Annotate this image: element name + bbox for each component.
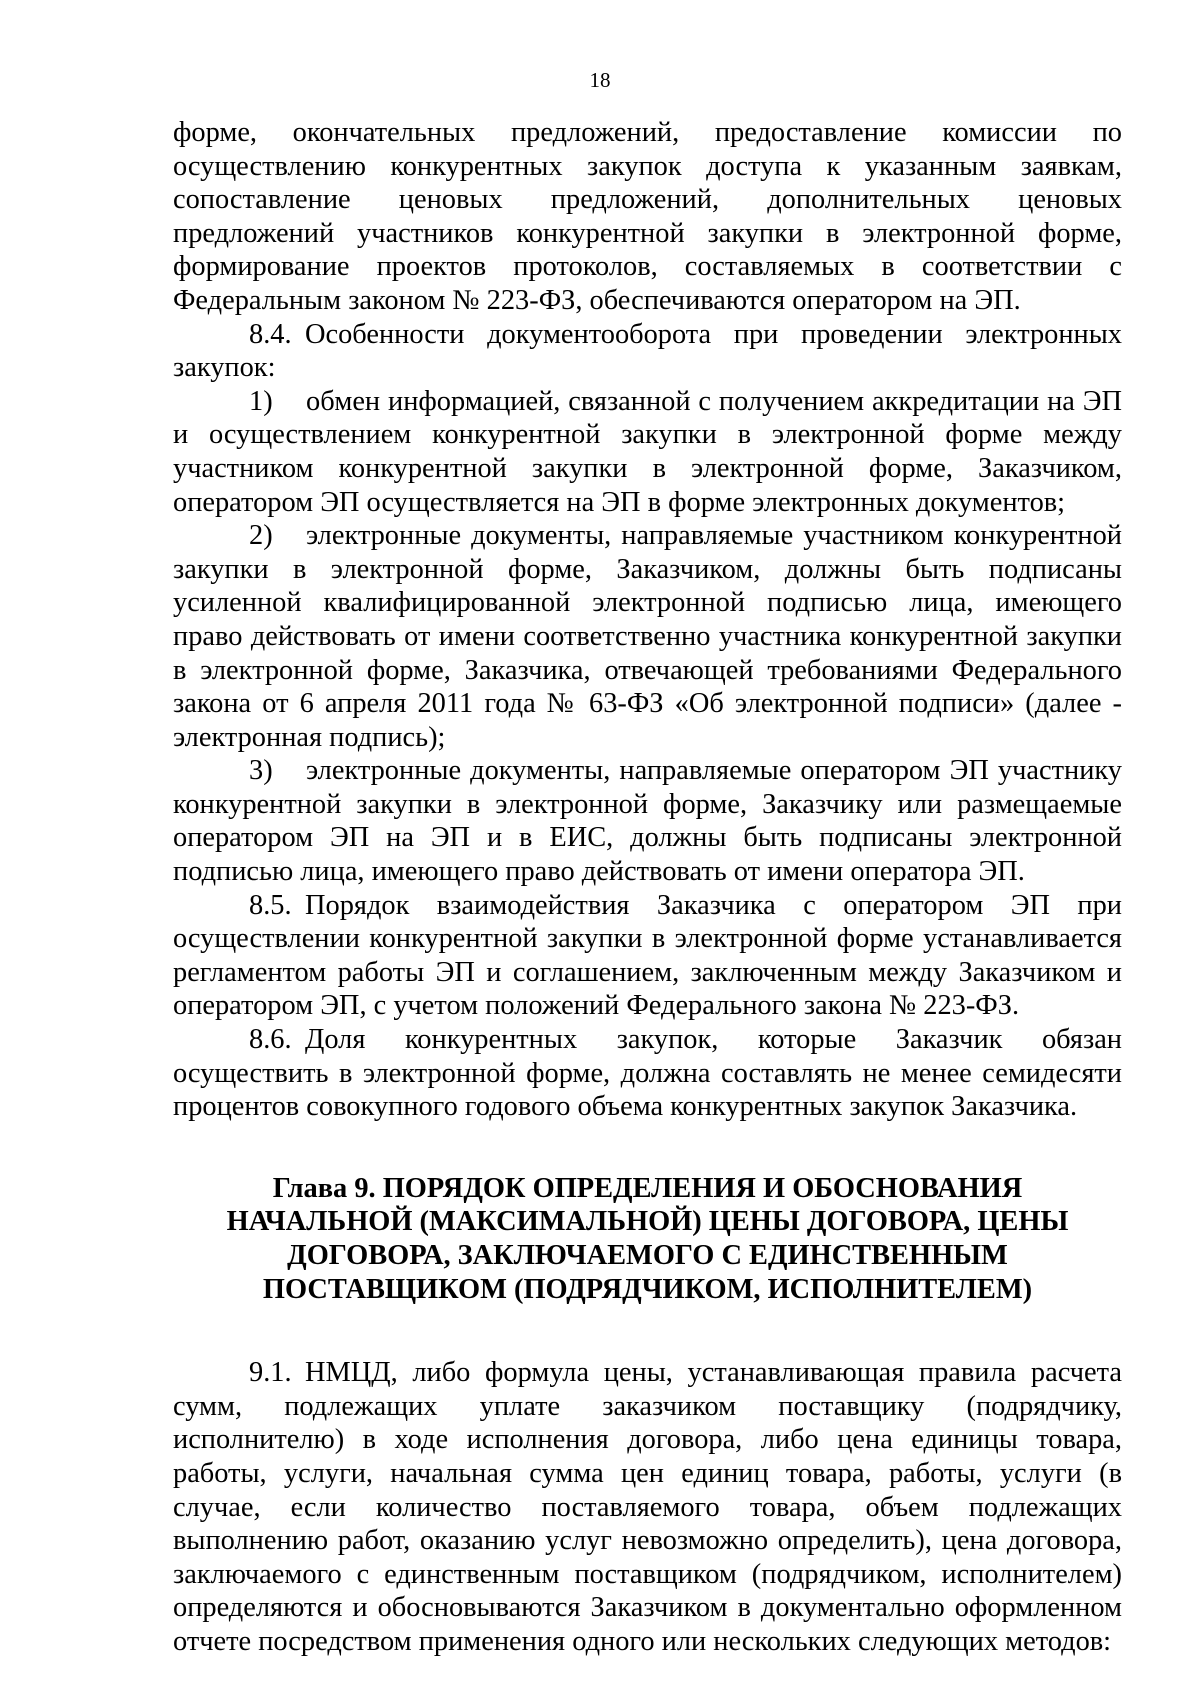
- paragraph-text: электронные документы, направляемые участником конкурентной закупки в электронной форме, Заказчиком, должны быть подписаны усиленной квалифицированной электронной подписью лица, имеющего право действовать от имени соответственно участника конкурентной закупки в электронной форме, Заказчика, отвечающей требованиями Федерального закона от 6 апреля 2011 года № 63-ФЗ «Об электронной подписи» (далее - электронная подпись);: [173, 520, 1122, 753]
- list-item-number: 1): [249, 385, 273, 417]
- paragraph-text: Особенности документооборота при проведении электронных закупок:: [173, 318, 1122, 384]
- section-8-6: [173, 1023, 1122, 1124]
- section-9-1: [173, 1356, 1122, 1658]
- section-number: 9.1.: [249, 1357, 292, 1389]
- paragraph-text: НМЦД, либо формула цены, устанавливающая правила расчета сумм, подлежащих уплате заказчиком поставщику (подрядчику, исполнителю) в ходе исполнения договора, либо цена единицы товара, работы, услуги, начальная сумма цен единиц товара, работы, услуги (в случае, если количество поставляемого товара, объем подлежащих выполнению работ, оказанию услуг невозможно определить), цена договора, заключаемого с единственным поставщиком (подрядчиком, исполнителем) определяются и обосновываются Заказчиком в документально оформленном отчете посредством применения одного или нескольких следующих методов:: [173, 1357, 1122, 1657]
- list-item-number: 2): [249, 520, 273, 552]
- list-item-number: 3): [249, 755, 273, 787]
- chapter-title-line: Глава 9. ПОРЯДОК ОПРЕДЕЛЕНИЯ И ОБОСНОВАНИЯ: [272, 1172, 1023, 1204]
- paragraph-text: форме, окончательных предложений, предоставление комиссии по осуществлению конкурентных закупок доступа к указанным заявкам, сопоставление ценовых предложений, дополнительных ценовых предложений участников конкурентной закупки в электронной форме, формирование проектов протоколов, составляемых в соответствии с Федеральным законом № 223-ФЗ, обеспечиваются оператором на ЭП.: [173, 117, 1122, 316]
- section-8-5: [173, 889, 1122, 1023]
- chapter-title-line: ПОСТАВЩИКОМ (ПОДРЯДЧИКОМ, ИСПОЛНИТЕЛЕМ): [262, 1273, 1033, 1305]
- section-number: 8.5.: [249, 889, 292, 921]
- paragraph-text: электронные документы, направляемые оператором ЭП участнику конкурентной закупки в электронной форме, Заказчику или размещаемые оператором ЭП на ЭП и в ЕИС, должны быть подписаны электронной подписью лица, имеющего право действовать от имени оператора ЭП.: [173, 755, 1122, 888]
- paragraph-text: Доля конкурентных закупок, которые Заказчик обязан осуществить в электронной форме, должна составлять не менее семидесяти процентов совокупного годового объема конкурентных закупок Заказчика.: [173, 1024, 1122, 1123]
- section-number: 8.4.: [249, 318, 292, 350]
- list-item-3: [173, 754, 1122, 888]
- paragraph-continuation: [173, 116, 1122, 318]
- section-number: 8.6.: [249, 1024, 292, 1056]
- document-body: [173, 116, 1122, 1659]
- chapter-title-line: НАЧАЛЬНОЙ (МАКСИМАЛЬНОЙ) ЦЕНЫ ДОГОВОРА, ЦЕНЫ: [226, 1206, 1069, 1238]
- paragraph-text: Порядок взаимодействия Заказчика с оператором ЭП при осуществлении конкурентной закупки в электронной форме устанавливается регламентом работы ЭП и соглашением, заключенным между Заказчиком и оператором ЭП, с учетом положений Федерального закона № 223-ФЗ.: [173, 889, 1122, 1022]
- chapter-title-line: ДОГОВОРА, ЗАКЛЮЧАЕМОГО С ЕДИНСТВЕННЫМ: [287, 1240, 1008, 1271]
- paragraph-text: обмен информацией, связанной с получением аккредитации на ЭП и осуществлением конкурентной закупки в электронной форме между участником конкурентной закупки в электронной форме, Заказчиком, оператором ЭП осуществляется на ЭП в форме электронных документов;: [173, 385, 1122, 518]
- list-item-2: [173, 519, 1122, 754]
- chapter-title: [173, 1172, 1122, 1306]
- section-8-4: [173, 318, 1122, 385]
- list-item-1: [173, 385, 1122, 519]
- page-number: 18: [589, 68, 611, 92]
